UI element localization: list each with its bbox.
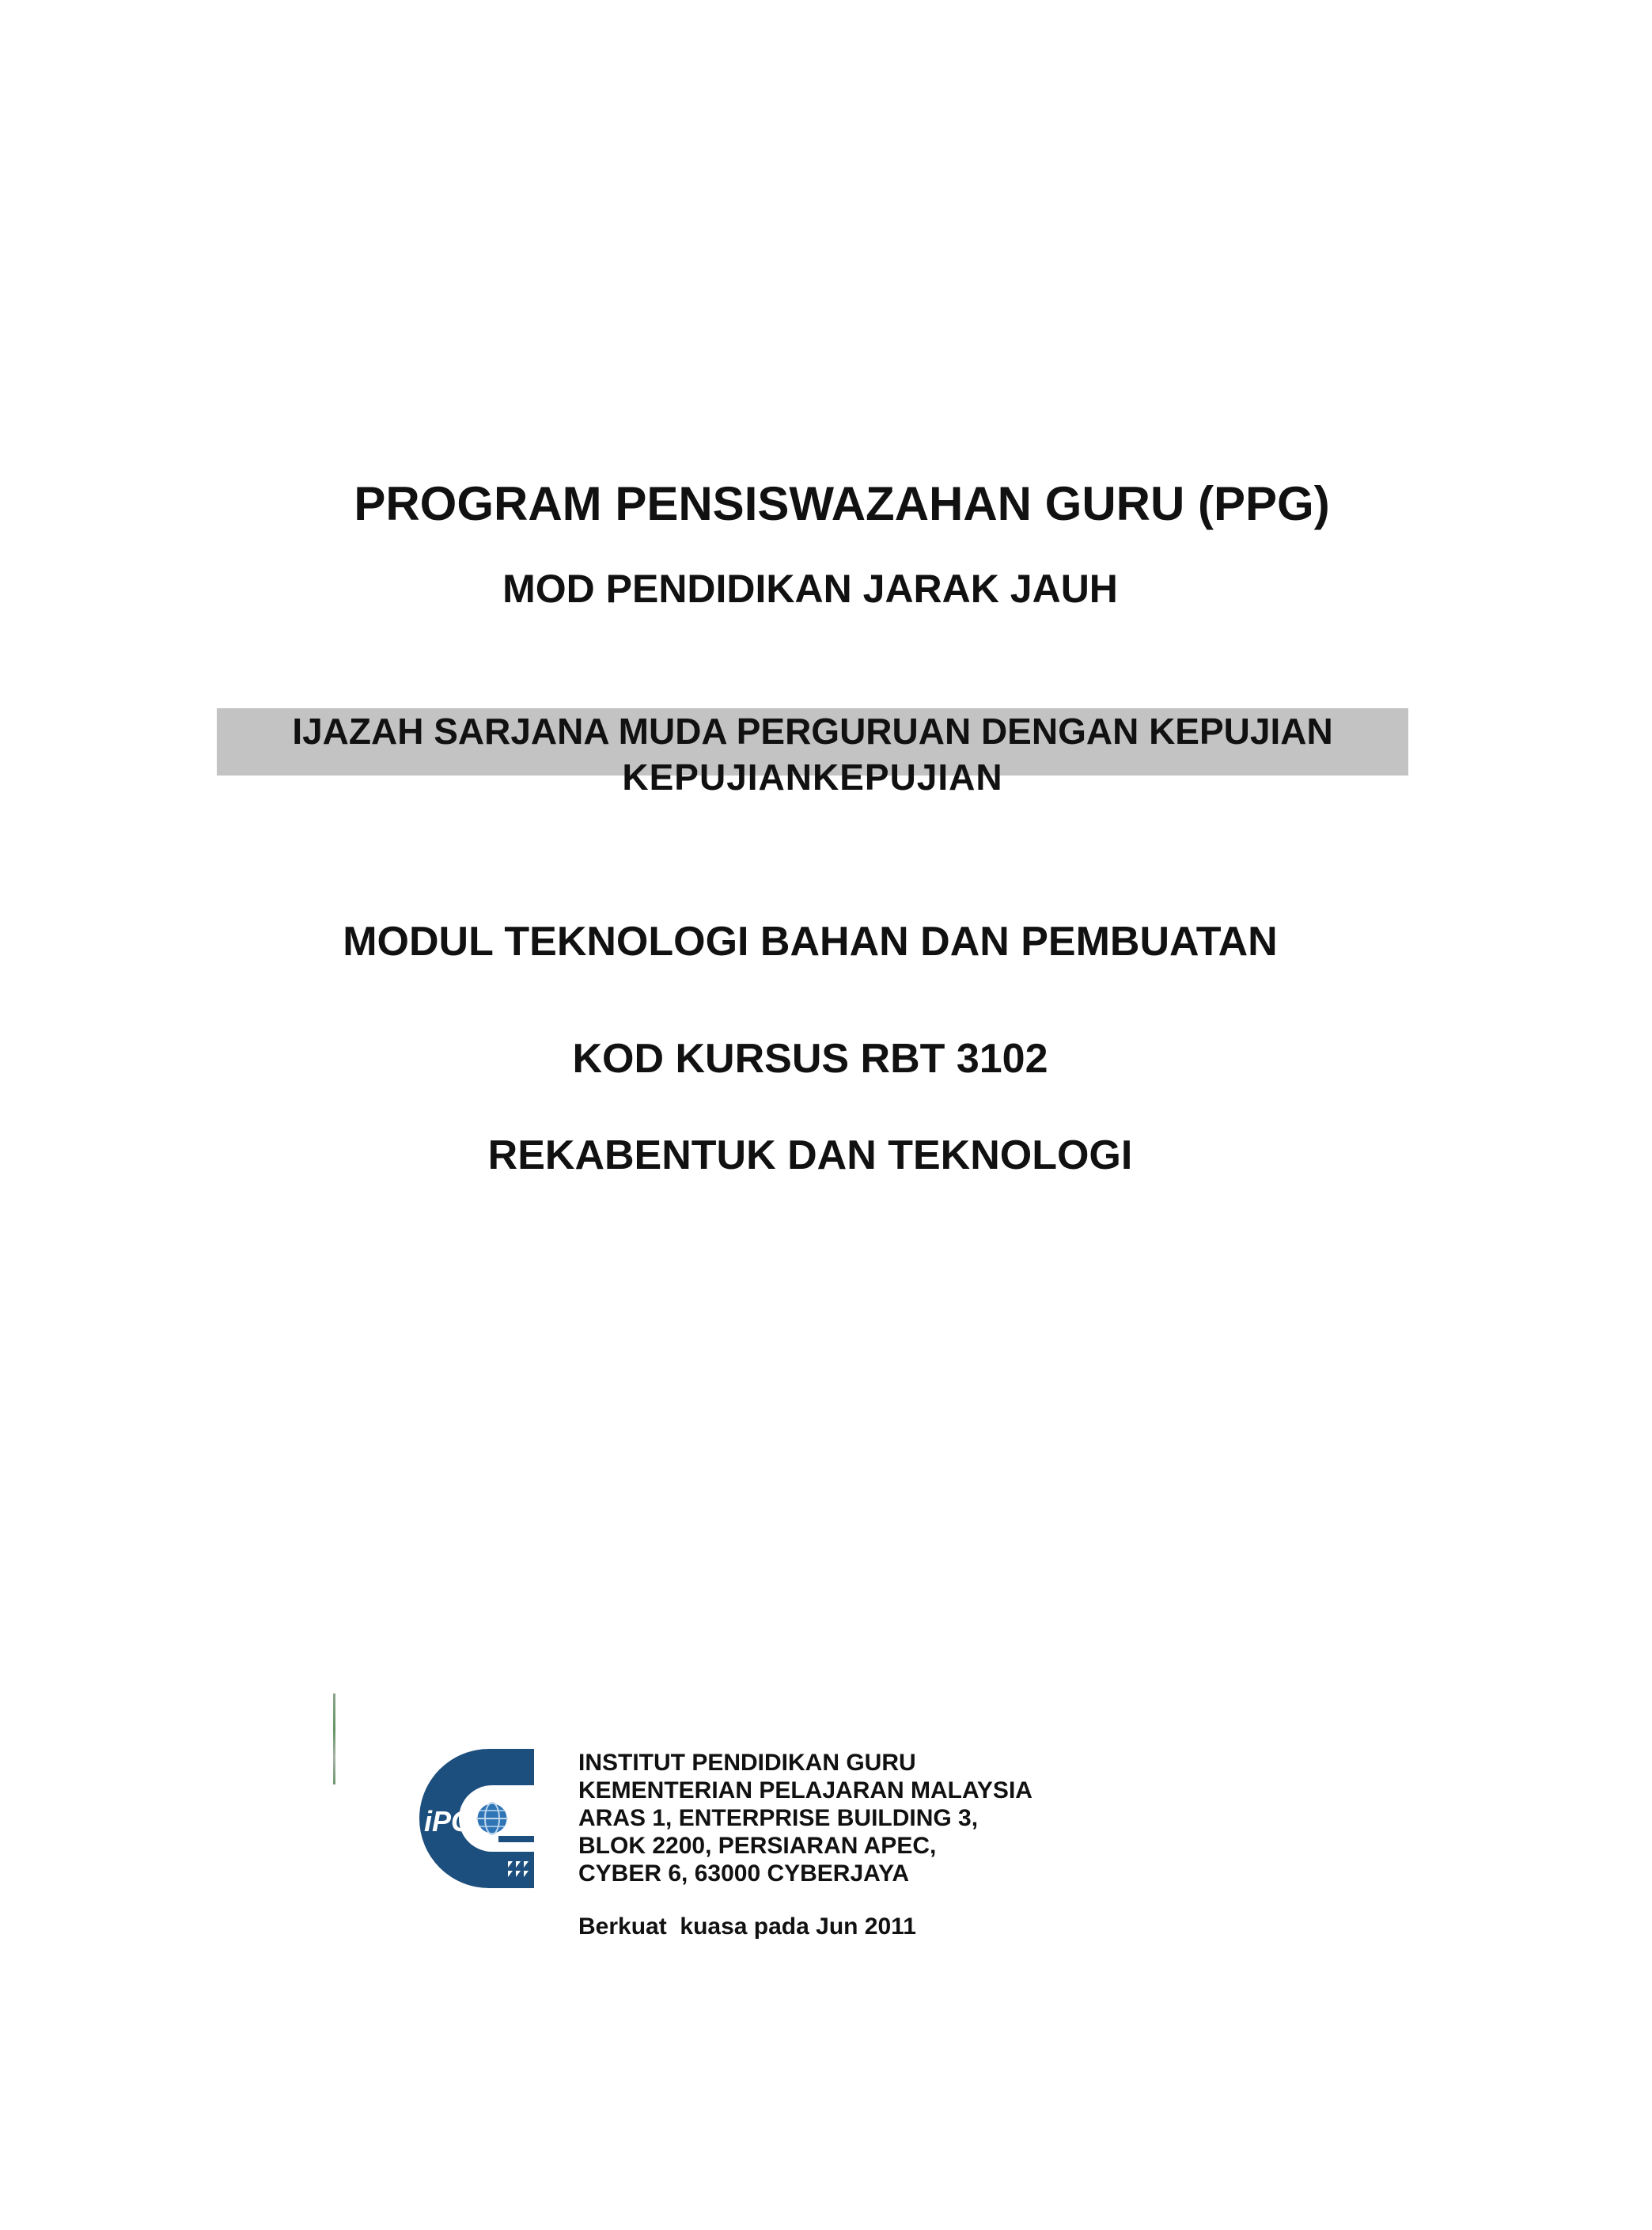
logo-text: iPG bbox=[424, 1805, 474, 1837]
course-code: KOD KURSUS RBT 3102 bbox=[572, 1036, 1048, 1082]
scan-mark bbox=[333, 1693, 335, 1784]
institution-address bbox=[578, 1749, 1032, 1887]
module-title: MODUL TEKNOLOGI BAHAN DAN PEMBUATAN bbox=[343, 919, 1278, 965]
address-line: KEMENTERIAN PELAJARAN MALAYSIA bbox=[578, 1777, 1032, 1803]
degree-band bbox=[217, 708, 1408, 798]
degree-title-overflow: KEPUJIANKEPUJIAN bbox=[622, 757, 1003, 798]
address-line: CYBER 6, 63000 CYBERJAYA bbox=[578, 1860, 909, 1887]
effective-date: Berkuat kuasa pada Jun 2011 bbox=[578, 1913, 916, 1940]
globe-icon bbox=[476, 1803, 508, 1834]
ipg-logo bbox=[419, 1749, 546, 1891]
program-name: REKABENTUK DAN TEKNOLOGI bbox=[487, 1132, 1133, 1178]
document-title: PROGRAM PENSISWAZAHAN GURU (PPG) bbox=[354, 477, 1330, 530]
address-line: BLOK 2200, PERSIARAN APEC, bbox=[578, 1833, 937, 1859]
degree-title: IJAZAH SARJANA MUDA PERGURUAN DENGAN KEPUJIAN bbox=[292, 711, 1333, 752]
address-line: ARAS 1, ENTERPRISE BUILDING 3, bbox=[578, 1805, 979, 1831]
document-subtitle: MOD PENDIDIKAN JARAK JAUH bbox=[502, 567, 1118, 611]
address-line: INSTITUT PENDIDIKAN GURU bbox=[578, 1750, 916, 1776]
